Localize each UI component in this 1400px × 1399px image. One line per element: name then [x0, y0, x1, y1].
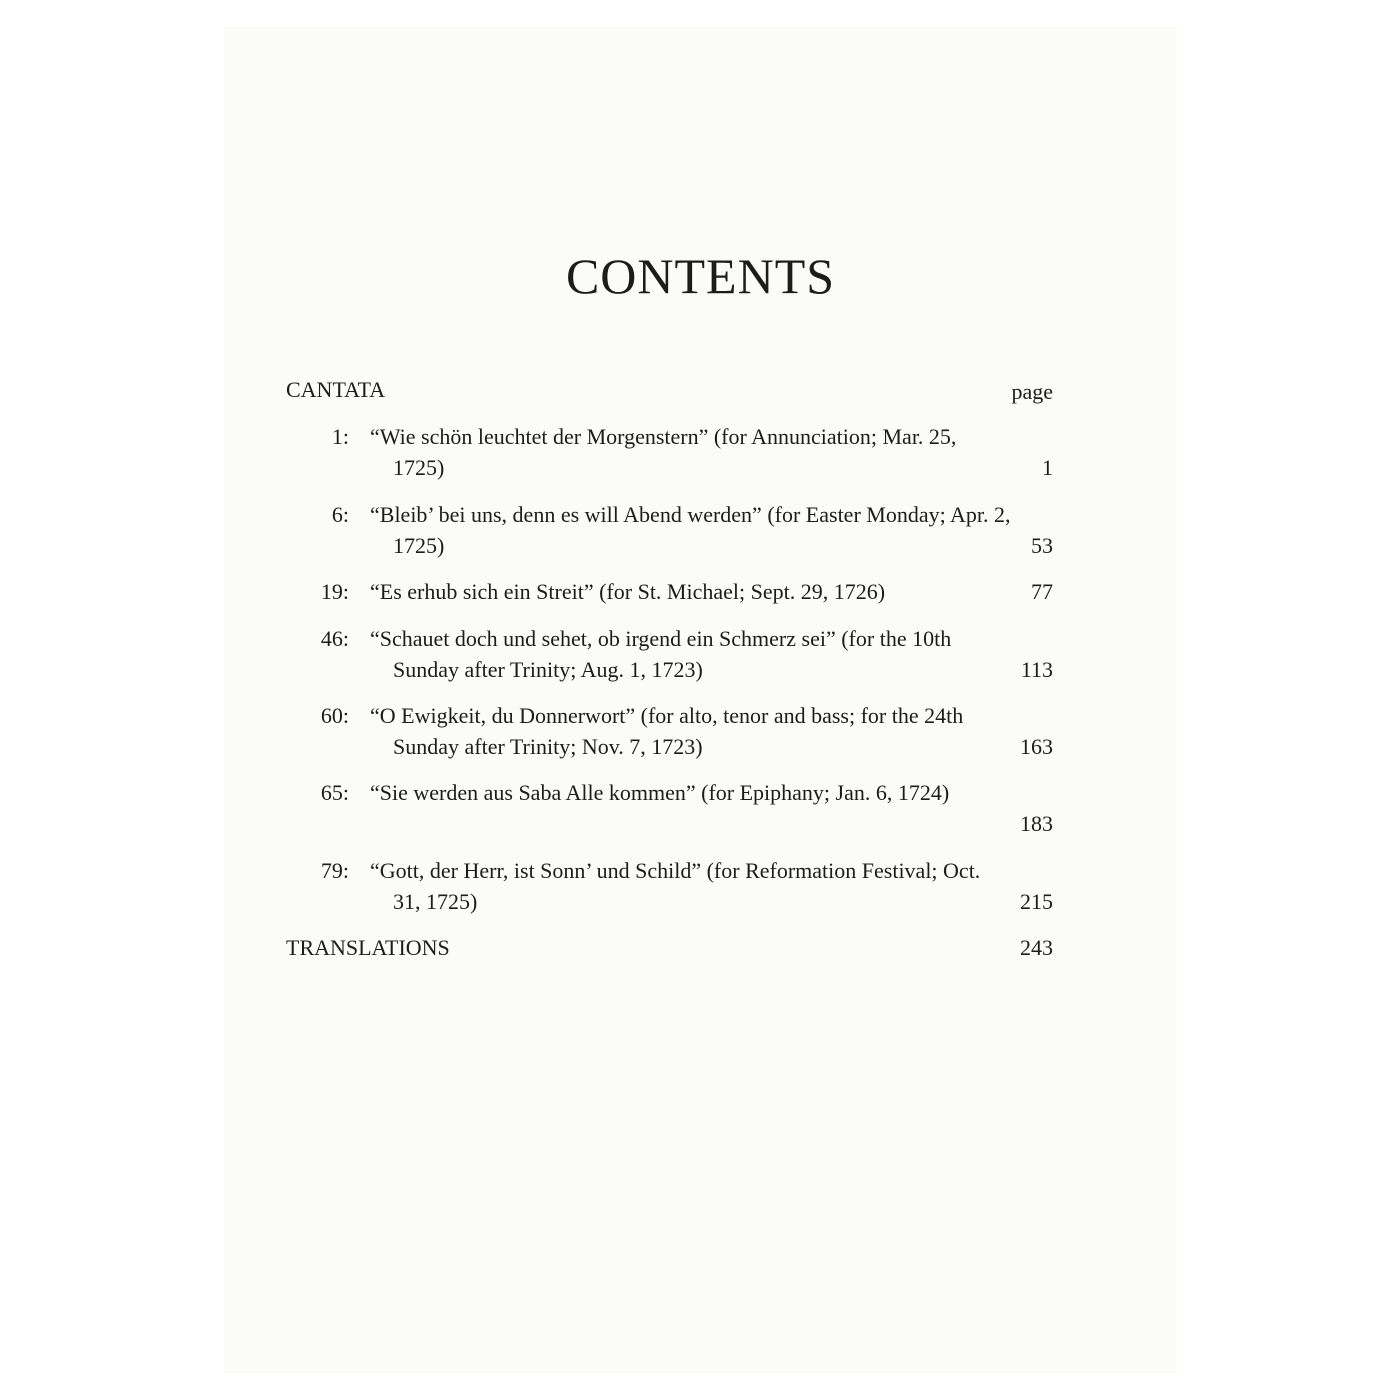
- cantata-number: 6:: [331, 502, 349, 527]
- page-number: 183: [1020, 811, 1053, 836]
- page-number: 53: [1031, 533, 1053, 558]
- page-column-header: page: [1011, 379, 1053, 404]
- contents-body: [224, 27, 1177, 1373]
- cantata-number: 79:: [320, 858, 349, 883]
- page-number: 1: [1042, 455, 1053, 480]
- cantata-title: “Schauet doch und sehet, ob irgend ein Schmerz sei” (for the 10th Sunday after Trinity; Aug. 1, 1723): [370, 626, 952, 682]
- cantata-title: “Es erhub sich ein Streit” (for St. Michael; Sept. 29, 1726): [370, 579, 886, 604]
- document-page: [224, 27, 1177, 1373]
- page-number: 113: [1020, 657, 1053, 682]
- translations-page-number: 243: [1020, 935, 1053, 960]
- cantata-column-header: CANTATA: [286, 377, 386, 402]
- cantata-number: 19:: [320, 579, 349, 604]
- page-number: 77: [1031, 579, 1053, 604]
- cantata-title: “Sie werden aus Saba Alle kommen” (for Epiphany; Jan. 6, 1724): [370, 780, 950, 805]
- cantata-title: “Wie schön leuchtet der Morgenstern” (for Annunciation; Mar. 25, 1725): [370, 424, 957, 480]
- translations-label: TRANSLATIONS: [286, 935, 450, 960]
- cantata-title: “O Ewigkeit, du Donnerwort” (for alto, tenor and bass; for the 24th Sunday after Trinity; Nov. 7, 1723): [370, 703, 964, 759]
- page-number: 163: [1020, 734, 1053, 759]
- page-title: CONTENTS: [565, 248, 836, 304]
- cantata-title: “Bleib’ bei uns, denn es will Abend werden” (for Easter Monday; Apr. 2, 1725): [370, 502, 1011, 558]
- page-number: 215: [1020, 889, 1053, 914]
- cantata-number: 46:: [320, 626, 349, 651]
- cantata-number: 60:: [320, 703, 349, 728]
- cantata-title: “Gott, der Herr, ist Sonn’ und Schild” (for Reformation Festival; Oct. 31, 1725): [370, 858, 981, 914]
- cantata-number: 1:: [331, 424, 349, 449]
- cantata-number: 65:: [320, 780, 349, 805]
